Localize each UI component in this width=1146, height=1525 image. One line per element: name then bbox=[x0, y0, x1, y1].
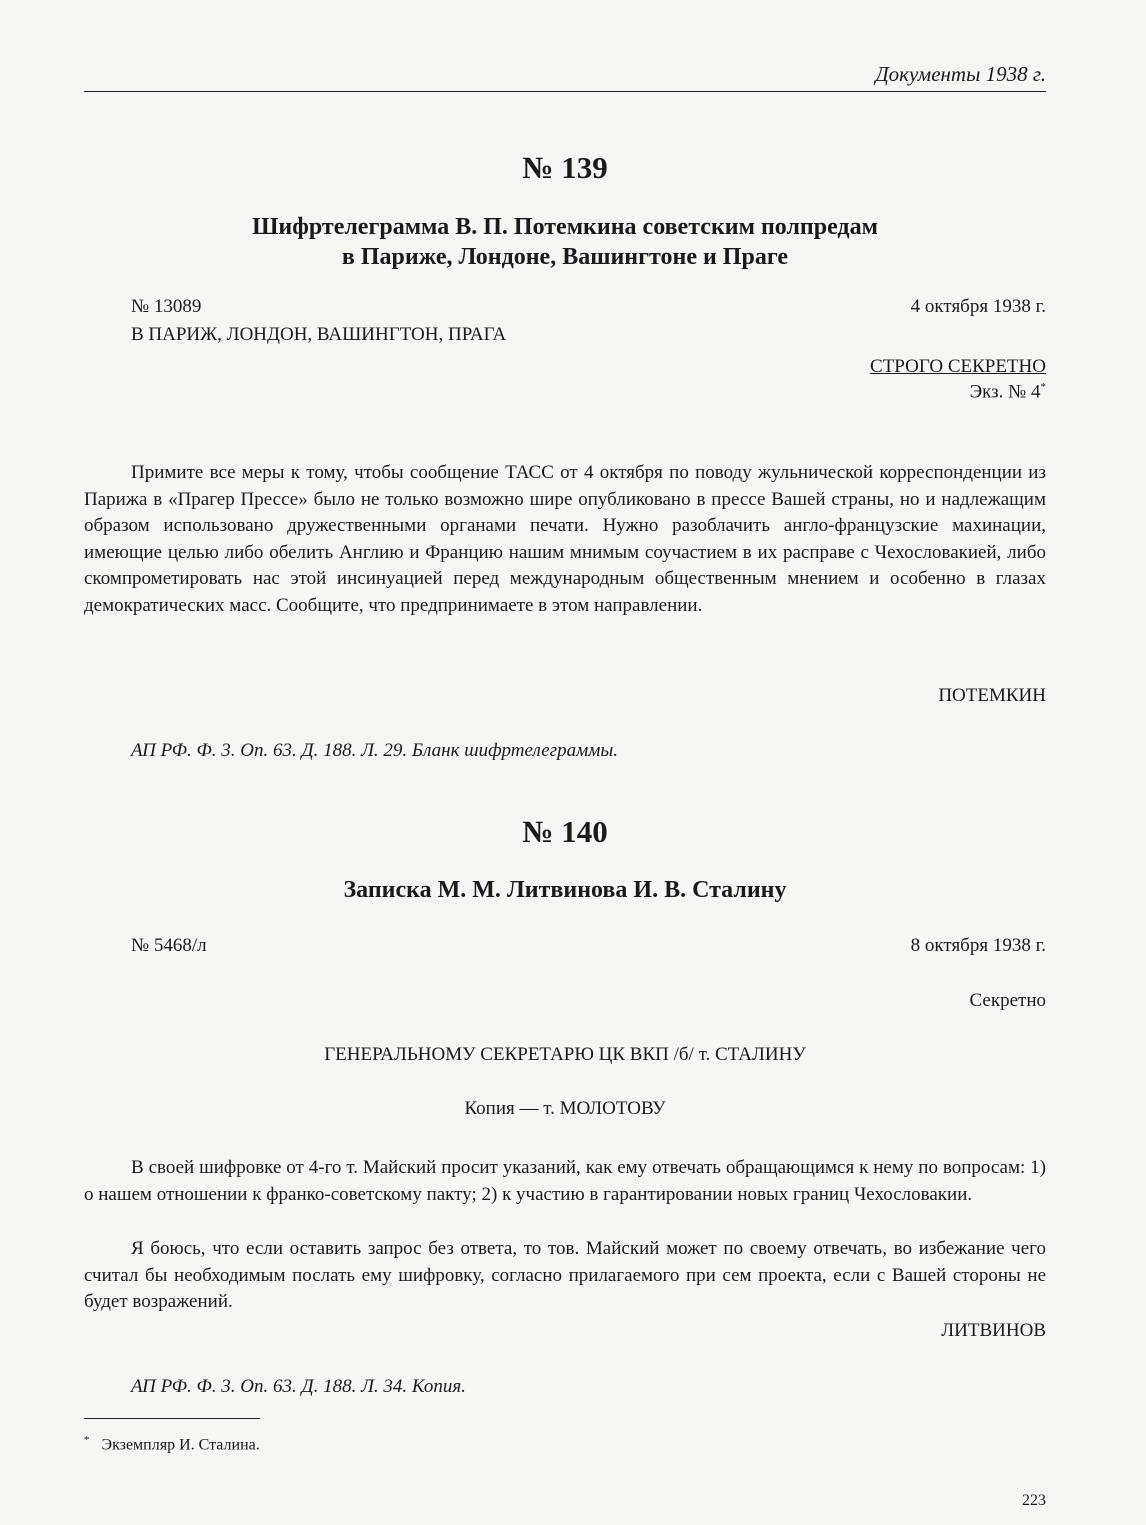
document-140-ref-row bbox=[131, 935, 1046, 957]
document-140-date: 8 октября 1938 г. bbox=[910, 935, 1046, 956]
document-139-title-line2: в Париже, Лондоне, Вашингтоне и Праге bbox=[341, 244, 789, 270]
document-140-addressee: ГЕНЕРАЛЬНОМУ СЕКРЕТАРЮ ЦК ВКП /б/ т. СТАЛИНУ bbox=[324, 1044, 806, 1065]
document-139-copy-label: Экз. № 4* bbox=[969, 381, 1046, 403]
document-139-body: Примите все меры к тому, чтобы сообщение ТАСС от 4 октября по поводу жульнической корреспонденции из Парижа в «Прагер Прессе» было не только возможно шире опубликовано в прессе Вашей страны, но и надлежащим образом использовано дружественными органами печати. Нужно разоблачить англо-французские махинации, имеющие целью либо обелить Англию и Францию нашим мнимым соучастием в их расправе с Чехословакией, либо скомпрометировать нас этой инсинуацией перед международным общественным мнением и особенно в глазах демократических масс. Сообщите, что предпринимаете в этом направлении. bbox=[84, 462, 1046, 616]
document-140-classification: Секретно bbox=[969, 990, 1046, 1011]
document-139-ref-number: № 13089 bbox=[131, 296, 202, 317]
document-140-paragraph-2: Я боюсь, что если оставить запрос без ответа, то тов. Майский может по своему отвечать, во избежание чего считал бы необходимым послать ему шифровку, согласно прилагаемого при сем проекта, если с Вашей стороны не будет возражений. bbox=[84, 1238, 1046, 1312]
document-139-signature: ПОТЕМКИН bbox=[938, 685, 1046, 706]
document-140-ref-number: № 5468/л bbox=[131, 935, 207, 956]
document-140-paragraph-1: В своей шифровке от 4-го т. Майский просит указаний, как ему отвечать обращающимся к нему по вопросам: 1) о нашем отношении к франко-советскому пакту; 2) к участию в гарантировании новых границ Чехословакии. bbox=[84, 1157, 1046, 1205]
running-header: Документы 1938 г. bbox=[875, 62, 1046, 86]
footnote-text: Экземпляр И. Сталина. bbox=[101, 1436, 260, 1454]
document-139-classification: СТРОГО СЕКРЕТНО bbox=[870, 356, 1046, 377]
document-140-title: Записка М. М. Литвинова И. В. Сталину bbox=[343, 877, 787, 903]
document-140-number: № 140 bbox=[522, 814, 608, 849]
page-number: 223 bbox=[1022, 1492, 1046, 1509]
document-140-source: АП РФ. Ф. 3. Оп. 63. Д. 188. Л. 34. Копия. bbox=[131, 1376, 466, 1397]
header-rule bbox=[84, 91, 1046, 92]
document-139-date: 4 октября 1938 г. bbox=[910, 296, 1046, 317]
document-140-copy-to: Копия — т. МОЛОТОВУ bbox=[464, 1098, 666, 1119]
document-139-source: АП РФ. Ф. 3. Оп. 63. Д. 188. Л. 29. Бланк шифртелеграммы. bbox=[131, 740, 618, 761]
document-140-signature: ЛИТВИНОВ bbox=[941, 1320, 1046, 1341]
document-139-title-line1: Шифртелеграмма В. П. Потемкина советским полпредам bbox=[252, 214, 878, 240]
footnote-rule bbox=[84, 1418, 260, 1419]
document-139-addressees: В ПАРИЖ, ЛОНДОН, ВАШИНГТОН, ПРАГА bbox=[131, 324, 507, 345]
footnote bbox=[84, 1434, 260, 1454]
footnote-mark: * bbox=[84, 1434, 90, 1446]
document-139-number: № 139 bbox=[522, 150, 608, 185]
footnote-mark: * bbox=[1040, 381, 1046, 393]
document-139-ref-row bbox=[131, 296, 1046, 318]
